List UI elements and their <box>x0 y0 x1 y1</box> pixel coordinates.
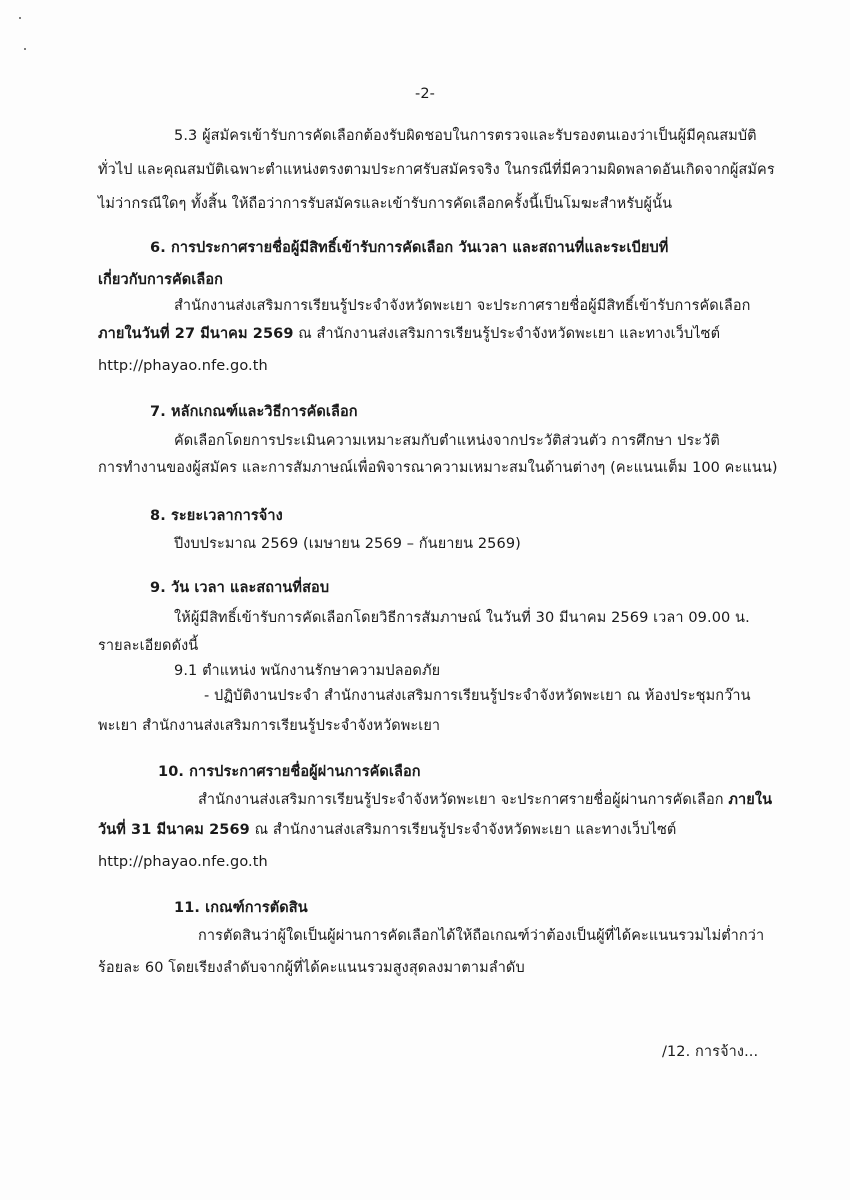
s53-line1: 5.3 ผู้สมัครเข้ารับการคัดเลือกต้องรับผิดชอบในการตรวจและรับรองตนเองว่าเป็นผู้มีคุณสมบัติ <box>174 128 757 144</box>
s10-line1-bold: ภายใน <box>728 792 773 808</box>
s8-heading: 8. ระยะเวลาการจ้าง <box>150 508 283 524</box>
s9-sub2: - ปฏิบัติงานประจำ สำนักงานส่งเสริมการเรียนรู้ประจำจังหวัดพะเยา ณ ห้องประชุมกว๊าน <box>204 688 751 704</box>
s6-heading: 6. การประกาศรายชื่อผู้มีสิทธิ์เข้ารับการคัดเลือก วันเวลา และสถานที่และระเบียบที่ <box>150 240 669 256</box>
s10-line1 <box>198 790 772 810</box>
s10-announce-date: วันที่ 31 มีนาคม 2569 <box>98 822 250 838</box>
s9-heading: 9. วัน เวลา และสถานที่สอบ <box>150 580 330 596</box>
page-number: -2- <box>415 86 435 102</box>
s9-sub1: 9.1 ตำแหน่ง พนักงานรักษาความปลอดภัย <box>174 663 441 679</box>
scan-speck <box>24 48 26 50</box>
s10-line2 <box>98 820 676 840</box>
s6-announce-date: ภายในวันที่ 27 มีนาคม 2569 <box>98 326 294 342</box>
scan-speck <box>19 17 21 19</box>
s6-line1: สำนักงานส่งเสริมการเรียนรู้ประจำจังหวัดพะเยา จะประกาศรายชื่อผู้มีสิทธิ์เข้ารับการคัดเลือก <box>174 298 751 314</box>
s9-line2: รายละเอียดดังนี้ <box>98 638 199 654</box>
s10-line1-rest: สำนักงานส่งเสริมการเรียนรู้ประจำจังหวัดพะเยา จะประกาศรายชื่อผู้ผ่านการคัดเลือก <box>198 792 729 808</box>
s53-line3: ไม่ว่ากรณีใดๆ ทั้งสิ้น ให้ถือว่าการรับสมัครและเข้ารับการคัดเลือกครั้งนี้เป็นโมฆะสำหรับผู้นั้น <box>98 196 673 212</box>
s11-heading: 11. เกณฑ์การตัดสิน <box>174 900 308 916</box>
s7-line1: คัดเลือกโดยการประเมินความเหมาะสมกับตำแหน่งจากประวัติส่วนตัว การศึกษา ประวัติ <box>174 433 720 449</box>
s10-heading: 10. การประกาศรายชื่อผู้ผ่านการคัดเลือก <box>158 764 421 780</box>
s7-heading: 7. หลักเกณฑ์และวิธีการคัดเลือก <box>150 404 358 420</box>
s9-line1: ให้ผู้มีสิทธิ์เข้ารับการคัดเลือกโดยวิธีการสัมภาษณ์ ในวันที่ 30 มีนาคม 2569 เวลา 09.00 น. <box>174 610 750 626</box>
s9-sub3: พะเยา สำนักงานส่งเสริมการเรียนรู้ประจำจังหวัดพะเยา <box>98 718 441 734</box>
s53-line2: ทั่วไป และคุณสมบัติเฉพาะตำแหน่งตรงตามประกาศรับสมัครจริง ในกรณีที่มีความผิดพลาดอันเกิดจากผู้สมัคร <box>98 162 775 178</box>
s6-line2 <box>98 324 720 344</box>
s10-line2-rest: ณ สำนักงานส่งเสริมการเรียนรู้ประจำจังหวัดพะเยา และทางเว็บไซต์ <box>249 822 677 838</box>
s10-url: http://phayao.nfe.go.th <box>98 854 268 870</box>
s11-line2: ร้อยละ 60 โดยเรียงลำดับจากผู้ที่ได้คะแนนรวมสูงสุดลงมาตามลำดับ <box>98 960 525 976</box>
s6-url: http://phayao.nfe.go.th <box>98 358 268 374</box>
s6-heading-cont: เกี่ยวกับการคัดเลือก <box>98 272 224 288</box>
s8-line1: ปีงบประมาณ 2569 (เมษายน 2569 – กันยายน 2569) <box>174 536 521 552</box>
continuation-note: /12. การจ้าง... <box>662 1044 759 1060</box>
s7-line2: การทำงานของผู้สมัคร และการสัมภาษณ์เพื่อพิจารณาความเหมาะสมในด้านต่างๆ (คะแนนเต็ม 100 คะแนน) <box>98 460 778 476</box>
s6-line2-rest: ณ สำนักงานส่งเสริมการเรียนรู้ประจำจังหวัดพะเยา และทางเว็บไซต์ <box>293 326 721 342</box>
s11-line1: การตัดสินว่าผู้ใดเป็นผู้ผ่านการคัดเลือกได้ให้ถือเกณฑ์ว่าต้องเป็นผู้ที่ได้คะแนนรวมไม่ต่ำกว่า <box>198 928 765 944</box>
